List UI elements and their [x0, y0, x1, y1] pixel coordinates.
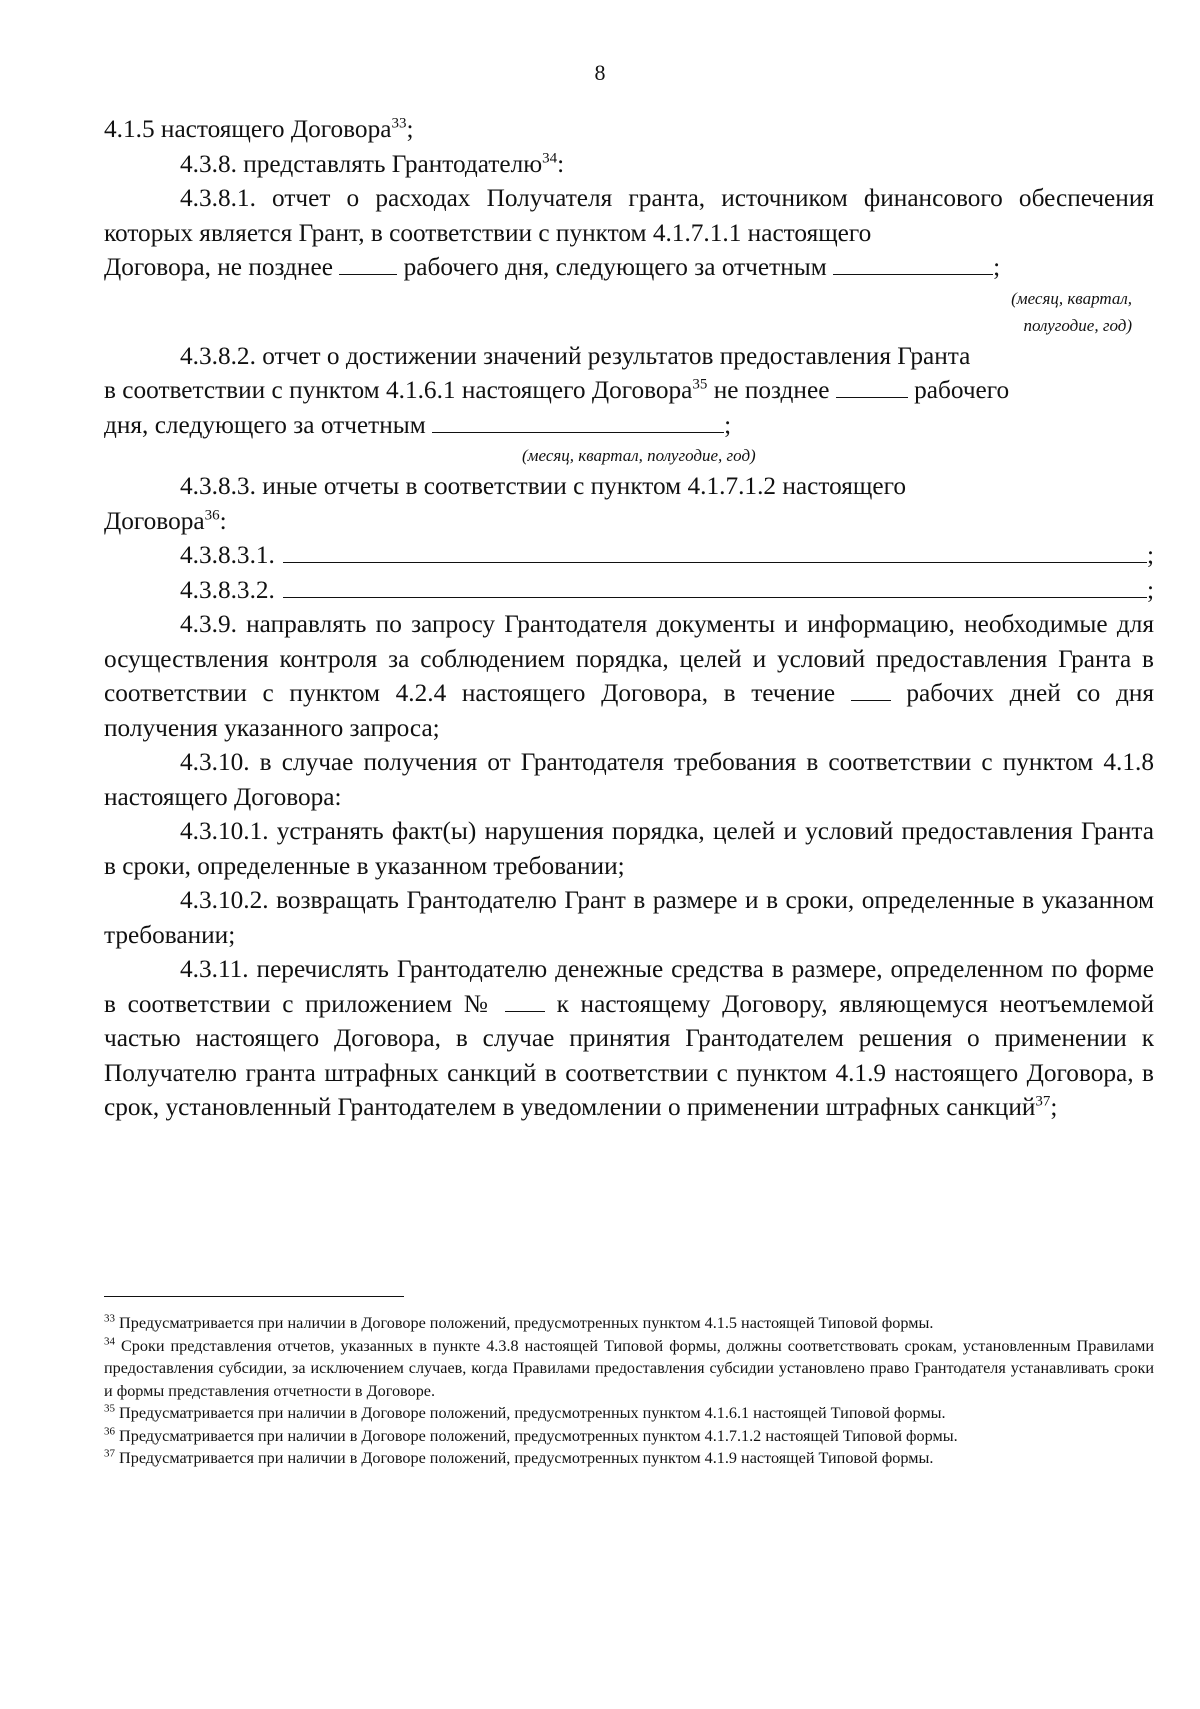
blank-period-field [432, 408, 724, 433]
blank-line [283, 573, 1147, 598]
blank-line [283, 538, 1147, 563]
footnote-ref-37: 37 [1035, 1093, 1051, 1110]
blank-appendix-number [505, 987, 545, 1012]
footnote-ref-34: 34 [542, 150, 558, 167]
page-number: 8 [594, 60, 606, 85]
footnote-34: $^{34}$ Сроки представления отчетов, указанных в пункте 4.3.8 настоящей Типовой формы, должны соответствовать срокам, установленным Правилами предоставления субсидии, за исключением случаев, когда Правилами предоставления субсидии установлено право Грантодателя устанавливать сроки и формы представления отчетности в Договоре. [104, 1335, 1154, 1400]
footnote-35: $^{35}$ Предусматривается при наличии в Договоре положений, предусмотренных пунктом 4.1.6.1 настоящей Типовой формы. [104, 1402, 946, 1422]
paragraph-4-3-8-2: 4.3.8.2. отчет о достижении значений результатов предоставления Гранта в соответствии с пунктом 4.1.6.1 настоящего Договора$^{35}$ не позднее рабочего дня, следующего за отчетным ; [104, 341, 1010, 439]
blank-days-field [339, 250, 397, 275]
footnote-ref-36: 36 [204, 507, 220, 524]
item-4-3-8-3-1: 4.3.8.3.1. ; [104, 538, 1154, 573]
paragraph-4-3-8-3: 4.3.8.3. иные отчеты в соответствии с пунктом 4.1.7.1.2 настоящего Договора$^{36}$: [104, 472, 907, 535]
footnote-33: $^{33}$ Предусматривается при наличии в Договоре положений, предусмотренных пунктом 4.1.5 настоящей Типовой формы. [104, 1312, 934, 1332]
footnote-36: $^{36}$ Предусматривается при наличии в Договоре положений, предусмотренных пунктом 4.1.7.1.2 настоящей Типовой формы. [104, 1425, 958, 1445]
paragraph-4-3-10-1: 4.3.10.1. устранять факт(ы) нарушения порядка, целей и условий предоставления Гранта в сроки, определенные в указанном требовании; [104, 817, 1154, 880]
item-4-3-8-3-2: 4.3.8.3.2. ; [104, 573, 1154, 608]
paragraph-4-3-11: 4.3.11. перечислять Грантодателю денежные средства в размере, определенном по форме в соответствии с приложением № к настоящему Договору, являющемуся неотъемлемой частью настоящего Договора, в случае принятия Грантодателем решения о применении к Получателю гранта штрафных санкций в соответствии с пунктом 4.1.9 настоящего Договора, в срок, установленный Грантодателем в уведомлении о применении штрафных санкций$^{37}$; [104, 955, 1155, 1121]
paragraph-4-3-10: 4.3.10. в случае получения от Грантодателя требования в соответствии с пунктом 4.1.8 настоящего Договора: [104, 748, 1154, 811]
blank-period-field [833, 250, 993, 275]
hint-period-2: (месяц, квартал, полугодие, год) [522, 446, 756, 465]
paragraph-4-3-8-1: 4.3.8.1. отчет о расходах Получателя гранта, источником финансового обеспечения которых является Грант, в соответствии с пунктом 4.1.7.1.1 настоящего Договора, не позднее рабочего дня, следующего за отчетным ; [104, 184, 1154, 281]
blank-days-field [836, 373, 908, 398]
blank-days-field [851, 676, 891, 701]
footnotes [104, 1312, 1154, 1470]
footnote-ref-33: 33 [391, 115, 407, 132]
footnote-ref-35: 35 [692, 376, 708, 393]
hint-period-1: (месяц, квартал, полугодие, год) [1011, 288, 1132, 335]
paragraph-4-3-8: 4.3.8. представлять Грантодателю$^{34}$: [180, 149, 565, 178]
main-text [104, 112, 1154, 1125]
footnote-37: $^{37}$ Предусматривается при наличии в Договоре положений, предусмотренных пунктом 4.1.9 настоящей Типовой формы. [104, 1447, 934, 1467]
paragraph-4-1-5-tail: 4.1.5 настоящего Договора$^{33}$; [104, 115, 414, 143]
footnote-separator [104, 1296, 404, 1297]
paragraph-4-3-9: 4.3.9. направлять по запросу Грантодателя документы и информацию, необходимые для осуществления контроля за соблюдением порядка, целей и условий предоставления Гранта в соответствии с пунктом 4.2.4 настоящего Договора, в течение рабочих дней со дня получения указанного запроса; [104, 610, 1154, 742]
paragraph-4-3-10-2: 4.3.10.2. возвращать Грантодателю Грант в размере и в сроки, определенные в указанном требовании; [104, 886, 1154, 949]
